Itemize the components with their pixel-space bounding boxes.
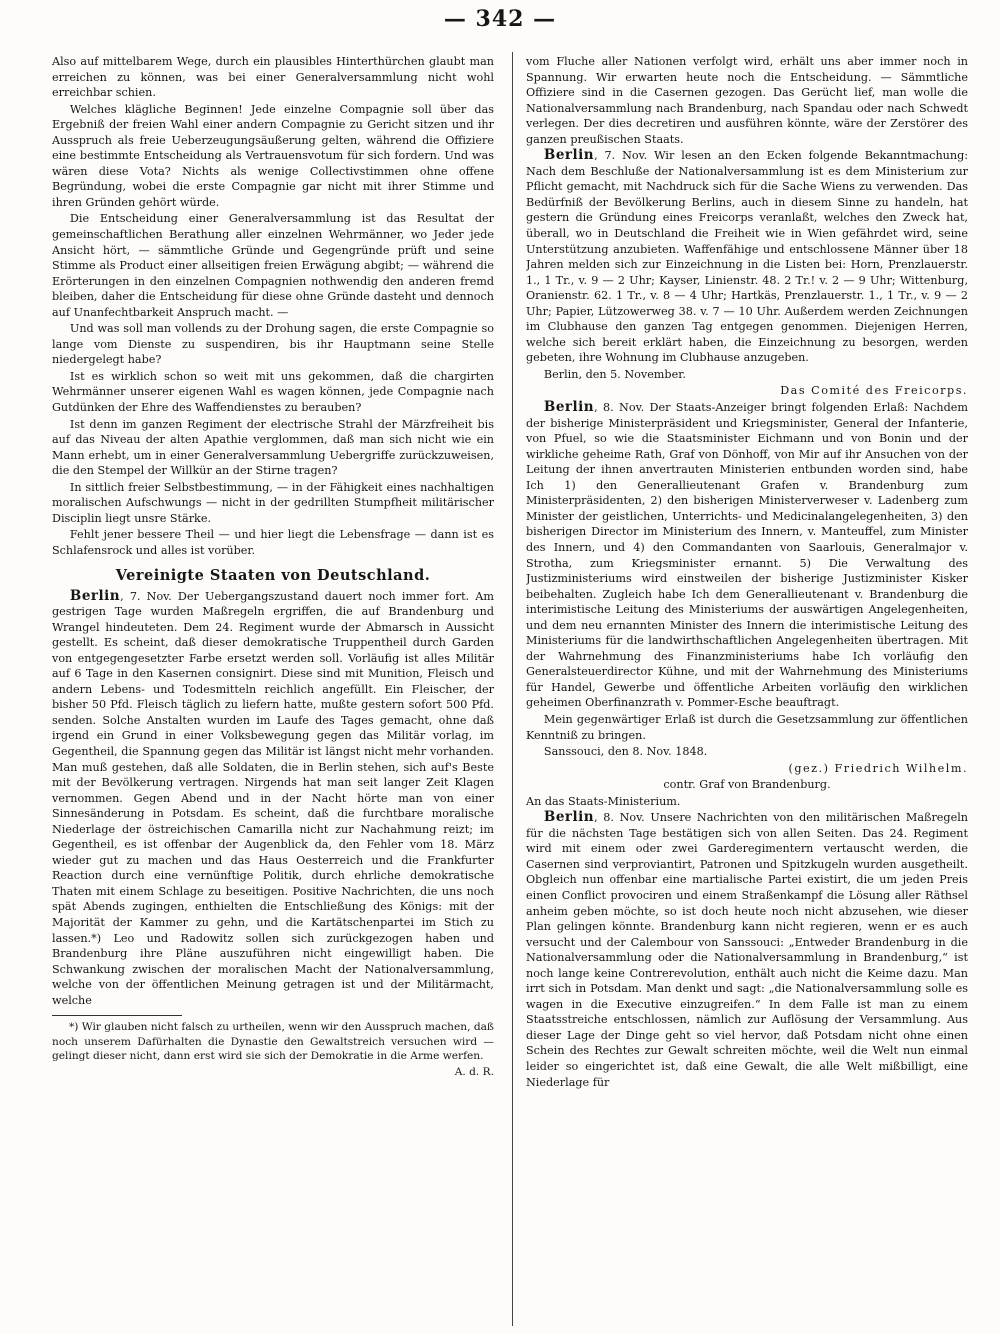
article-date: , 7. Nov.	[120, 589, 172, 603]
dateline: Berlin	[69, 587, 121, 604]
right-column	[526, 54, 968, 1324]
footnote: *) Wir glauben nicht falsch zu urtheilen, wenn wir den Ausspruch machen, daß noch unserem Dafürhalten die Dynastie den Gewaltstreich versuchen wird — gelingt dieser nicht, dann erst wird sie sich der Demokratie in die Arme werfen.	[52, 1021, 494, 1063]
paragraph: vom Fluche aller Nationen verfolgt wird, erhält uns aber immer noch in Spannung. Wir erwarten heute noch die Entscheidung. — Sämmtliche Offiziere sind in die Casernen gezogen. Das Gerücht lief, man wolle die Nationalversammlung nach Brandenburg, nach Spandau oder nach Schwedt verlegen. Der dies decretiren und ausführen könnte, wäre der Zerstörer des ganzen preußischen Staats.	[526, 55, 968, 146]
paragraph: Fehlt jener bessere Theil — und hier liegt die Lebensfrage — dann ist es Schlafensrock und alles ist vorüber.	[52, 528, 494, 557]
date-line: Berlin, den 5. November.	[543, 367, 686, 381]
article-berlin-8-nov	[526, 810, 968, 1090]
paragraph: Ist es wirklich schon so weit mit uns gekommen, daß die chargirten Wehrmänner unserer eigenen Wahl es wagen können, jede Compagnie nach Gutdünken der Ehre des Waffendienstes zu berauben?	[52, 369, 494, 415]
paragraph: Ist denn im ganzen Regiment der electrische Strahl der Märzfreiheit bis auf das Niveau der alten Apathie verglommen, daß man sich nicht wie ein Mann erhebt, um in einer Generalversammlung Uebergriffe zurückzuweisen, die den Stempel der Willkür an der Stirne tragen?	[52, 417, 494, 478]
page-number: — 342 —	[443, 6, 557, 32]
article-text: , 8. Nov. Unsere Nachrichten von den militärischen Maßregeln für die nächsten Tage bestätigen sich von allen Seiten. Das 24. Regiment wird mit einem oder zwei Garderegimentern vertauscht werden, die Casernen sind verproviantirt, Patronen und Spitzkugeln wurden ausgetheilt. Obgleich nun offenbar eine martialische Partei existirt, die um jeden Preis einen Conflict provociren und einem Straßenkampf die Lösung aller Räthsel anheim geben möchte, so ist doch heute noch nicht abzusehen, wie dieser Plan gelingen könnte. Brandenburg kann nicht regieren, wenn er es auch versucht und der Calembour von Sanssouci: „Entweder Brandenburg in die Nationalversammlung oder die Nationalversammlung in Brandenburg,“ ist noch lange keine Contrerevolution, enthält auch nicht die Keime dazu. Man irrt sich in Potsdam. Man denkt und sagt: „die Nationalversammlung solle es wagen in die Executive einzugreifen.“ In dem Falle ist man zu einem Staatsstreiche entschlossen, nämlich zur Auflösung der Versammlung. Aus dieser Lage der Dinge geht so viel hervor, daß Potsdam nicht ohne einen Schein des Rechtes zur Gewalt schreiten möchte, weil die Welt nun einmal leider so eingerichtet ist, daß eine Gewalt, die alle Welt mißbilligt, eine Niederlage für	[526, 811, 968, 1089]
section-heading: Vereinigte Staaten von Deutschland.	[115, 566, 431, 584]
article-berlin-7-nov	[52, 589, 494, 1009]
paragraph: Mein gegenwärtiger Erlaß ist durch die Gesetzsammlung zur öffentlichen Kenntniß zu bringen.	[526, 712, 968, 742]
article-text: Der Uebergangszustand dauert noch immer fort. Am gestrigen Tage wurden Maßregeln ergriffen, die auf Brandenburg und Wrangel hindeuteten. Dem 24. Regiment wurde der Abmarsch in Aussicht gestellt. Es scheint, daß dieser demokratische Truppentheil durch Garden von entgegengesetzter Farbe ersetzt werden soll. Vorläufig ist alles Militär auf 6 Tage in den Kasernen consignirt. Diese sind mit Munition, Fleisch und andern Lebens- und Todesmitteln reichlich angefüllt. Ein Fleischer, der bisher 50 Pfd. Fleisch täglich zu liefern hatte, mußte gestern sofort 500 Pfd. senden. Solche Anstalten wurden im Laufe des Tages gemacht, ohne daß irgend ein Grund in einer Volksbewegung gegen das Militär vorlag, im Gegentheil, die Spannung gegen das Militär ist längst nicht mehr vorhanden. Man muß gestehen, daß alle Soldaten, die in Berlin stehen, sich auf's Beste mit der Bevölkerung vertragen. Nirgends hat man seit langer Zeit Klagen vernommen. Gegen Abend und in der Nacht hörte man von einer Sinnesänderung in Potsdam. Es scheint, daß die furchtbare moralische Niederlage der östreichischen Camarilla nicht zur Nachahmung reizt; im Gegentheil, es ist offenbar der Augenblick da, den Fehler vom 18. März wieder gut zu machen und das Haus Oesterreich und die Frankfurter Reaction durch eine vernünftige Politik, durch ehrliche demokratische Thaten mit einem Schlage zu beseitigen. Positive Nachrichten, die uns noch spät Abends zugingen, enthielten die Entschließung des Königs: mit der Majorität der Kammer zu gehn, und die Kartätschenpartei im Stich zu lassen.*) Leo und Radowitz sollen sich zurückgezogen haben und Brandenburg ihre Pläne auszuführen nicht eingewilligt haben. Die Schwankung zwischen der moralischen Macht der Nationalversammlung, welche von der öffentlichen Meinung getragen ist und der Militärmacht, welche	[52, 589, 494, 1007]
footnote-rule	[52, 1015, 182, 1016]
paragraph: Welches klägliche Beginnen! Jede einzelne Compagnie soll über das Ergebniß der freien Wahl einer andern Compagnie zu Gericht sitzen und ihr Ausspruch als freie Ueberzeugungsäußerung gelten, während die Offiziere eine bestimmte Entscheidung als Vertrauensvotum für sich fordern. Und was wären diese Vota? Nichts als wenige Collectivstimmen ohne offene Begründung, wobei die erste Compagnie gar nicht mit ihrer Stimme und ihren Gründen gehört würde.	[52, 102, 494, 209]
place-date: Sanssouci, den 8. Nov. 1848.	[543, 745, 708, 759]
footnote-signature: A. d. R.	[454, 1066, 494, 1079]
article-text: , 7. Nov. Wir lesen an den Ecken folgende Bekanntmachung: Nach dem Beschluße der Nationalversammlung ist es dem Ministerium zur Pflicht gemacht, mit Nachdruck sich für die Sache Wiens zu verwenden. Das Bedürfniß der Bevölkerung Berlins, auch in diesem Sinne zu handeln, hat gestern die Gründung eines Freicorps veranlaßt, welches den Zweck hat, überall, wo in Deutschland die Freiheit wie in Wien gefährdet wird, seine Unterstützung anzubieten. Waffenfähige und entschlossene Männer über 18 Jahren melden sich zur Einzeichnung in die Listen bei: Horn, Prenzlauerstr. 1., 1 Tr., v. 9 — 2 Uhr; Kayser, Linienstr. 48. 2 Tr.! v. 2 — 9 Uhr; Wittenburg, Oranienstr. 62. 1 Tr., v. 8 — 4 Uhr; Hartkäs, Prenzlauerstr. 1., 1 Tr., v. 9 — 2 Uhr; Papier, Lützowerweg 38. v. 7 — 10 Uhr. Außerdem werden Zeichnungen im Clubhause den ganzen Tag entgegen genommen. Diejenigen Herren, welche sich bereit erklärt haben, die Einzeichnung zu besorgen, werden gebeten, ihre Wohnung im Clubhause anzugeben.	[526, 149, 968, 365]
paragraph: In sittlich freier Selbstbestimmung, — in der Fähigkeit eines nachhaltigen moralischen Aufschwungs — nicht in der gedrillten Stumpfheit militärischer Disciplin liegt unsre Stärke.	[52, 480, 494, 525]
article-berlin-freicorps	[526, 148, 968, 366]
paragraph: Also auf mittelbarem Wege, durch ein plausibles Hinterthürchen glaubt man erreichen zu können, was bei einer Generalversammlung nicht wohl erreichbar schien.	[52, 55, 494, 100]
dateline: Berlin	[543, 147, 595, 164]
article-berlin-erlass	[526, 400, 968, 711]
article-text: , 8. Nov. Der Staats-Anzeiger bringt folgenden Erlaß: Nachdem der bisherige Ministerpräsident und Kriegsminister, General der Infanterie, von Pfuel, so wie die Staatsminister Eichmann und von Bonin und der wirkliche geheime Rath, Graf von Dönhoff, von Mir auf ihr Ansuchen von der Leitung der ihnen anvertrauten Ministerien entbunden worden sind, habe Ich 1) den Generallieutenant Grafen v. Brandenburg zum Ministerpräsidenten, 2) den bisherigen Ministerverweser v. Ladenberg zum Minister der geistlichen, Unterrichts- und Medicinalangelegenheiten, 3) den bisherigen Director im Ministerium des Innern, v. Manteuffel, zum Minister des Innern, und 4) den Commandanten von Saarlouis, Generalmajor v. Strotha, zum Kriegsminister ernannt. 5) Die Verwaltung des Justizministeriums wird einstweilen der bisherige Justizminister Kisker beibehalten. Zugleich habe Ich dem Generallieutenant v. Brandenburg die interimistische Leitung des Ministeriums der auswärtigen Angelegenheiten, und dem neu ernannten Minister des Innern die interimistische Leitung des Ministeriums für die landwirthschaftlichen Angelegenheiten übertragen. Mit der Wahrnehmung des Finanzministeriums habe Ich vorläufig den Generalsteuerdirector Kühne, und mit der Wahrnehmung des Ministeriums für Handel, Gewerbe und öffentliche Arbeiten vorläufig den wirklichen geheimen Oberfinanzrath v. Pommer-Esche beauftragt.	[526, 401, 968, 710]
countersignature: contr. Graf von Brandenburg.	[663, 778, 831, 792]
left-column	[52, 54, 494, 1324]
dateline: Berlin	[543, 399, 595, 416]
addressee: An das Staats-Ministerium.	[526, 794, 681, 808]
royal-signature: (gez.) Friedrich Wilhelm.	[788, 761, 968, 775]
dateline: Berlin	[543, 809, 595, 826]
signature: Das Comité des Freicorps.	[780, 384, 968, 398]
column-divider	[512, 52, 513, 1326]
paragraph: Die Entscheidung einer Generalversammlung ist das Resultat der gemeinschaftlichen Berathung aller einzelnen Wehrmänner, wo Jeder jede Ansicht hört, — sämmtliche Gründe und Gegengründe prüft und seine Stimme als Product einer allseitigen freien Erwägung abgibt; — während die Erörterungen in den einzelnen Compagnien nothwendig den anderen fremd bleiben, daher die Entscheidung für diese ohne Gründe dasteht und dennoch auf Unanfechtbarkeit Anspruch macht. —	[52, 212, 494, 319]
paragraph: Und was soll man vollends zu der Drohung sagen, die erste Compagnie so lange vom Dienste zu suspendiren, bis ihr Hauptmann seine Stelle niedergelegt habe?	[52, 322, 494, 367]
